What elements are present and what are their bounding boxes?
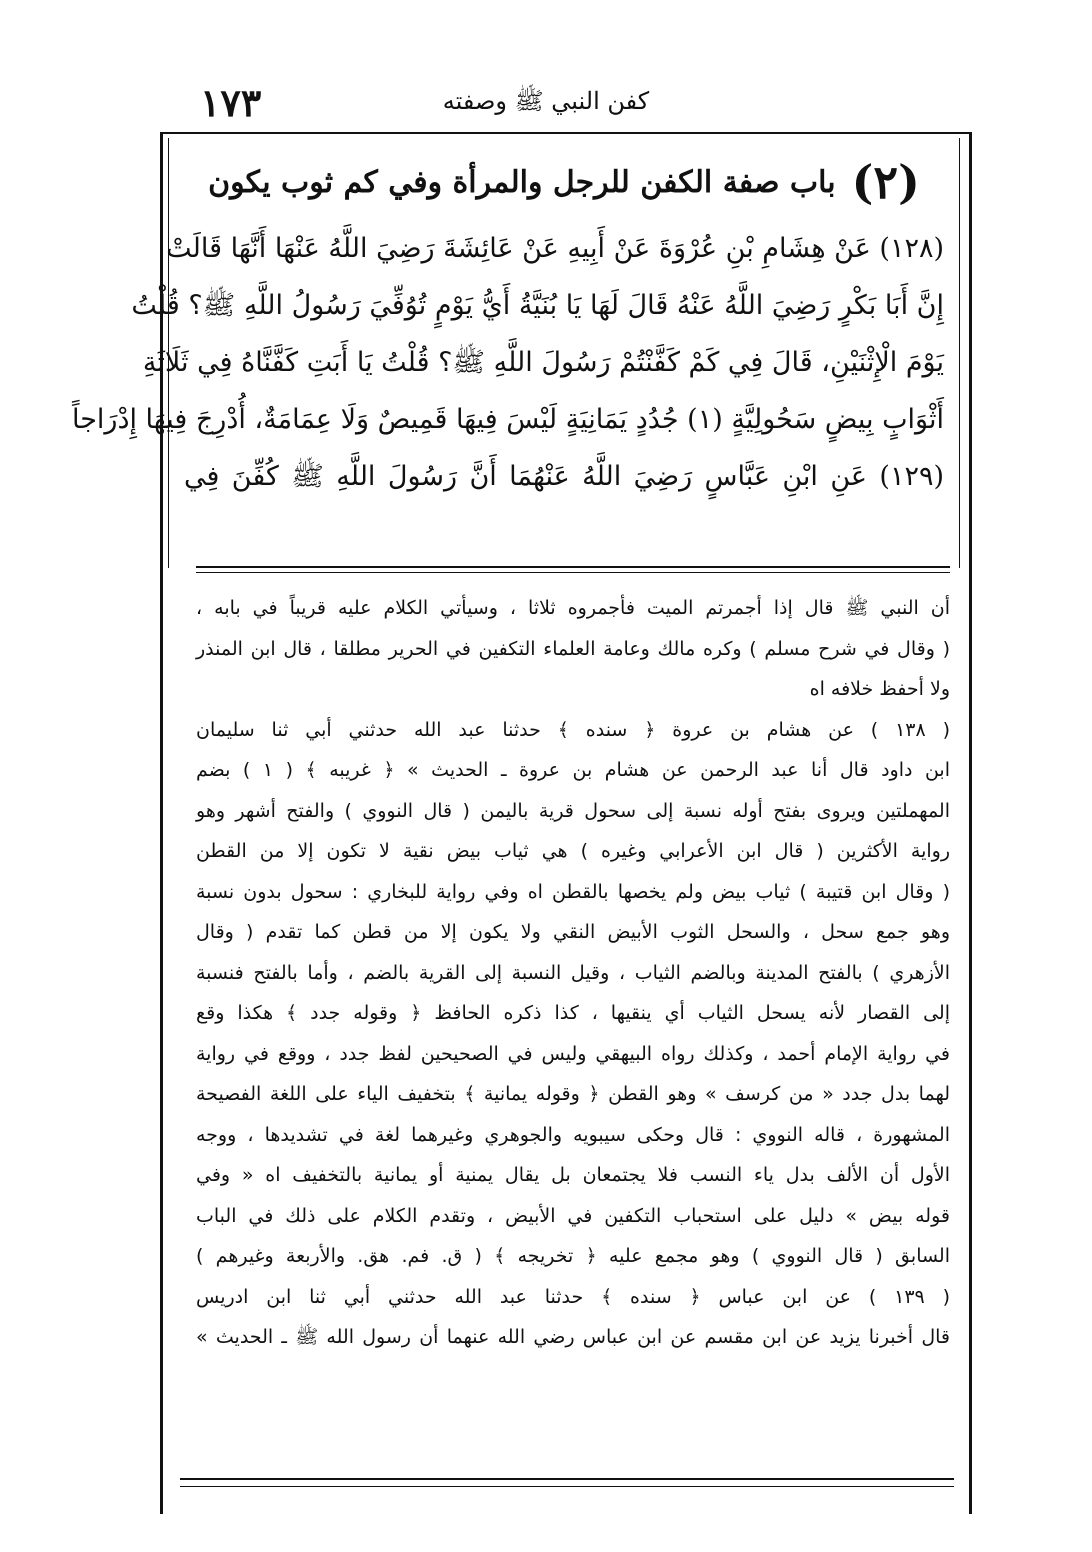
section-separator	[196, 566, 950, 568]
commentary-line: ( وقال في شرح مسلم ) وكره مالك وعامة العلماء التكفين في الحرير مطلقا ، قال ابن المنذر	[196, 637, 950, 660]
hadith-line: إِنَّ أَبَا بَكْرٍ رَضِيَ اللَّهُ عَنْهُ قَالَ لَهَا يَا بُنَيَّةُ أَيُّ يَوْمٍ تُوُفِّيَ رَسُولُ اللَّهِ ﷺ؟ قُلْتُ	[131, 290, 944, 321]
bottom-rule	[180, 1478, 954, 1480]
section-separator	[196, 572, 950, 573]
commentary-line: قوله بيض » دليل على استحباب التكفين في الأبيض ، وتقدم الكلام على ذلك في الباب	[196, 1204, 950, 1227]
chapter-heading	[184, 150, 944, 214]
commentary-line: قال أخبرنا يزيد عن ابن مقسم عن ابن عباس رضي الله عنهما أن رسول الله ﷺ ـ الحديث »	[196, 1326, 950, 1348]
commentary-line: لهما بدل جدد « من كرسف » وهو القطن ﴿ وقوله يمانية ﴾ بتخفيف الياء على اللغة الفصيحة	[196, 1083, 950, 1105]
hadith-line: أَثْوَابٍ بِيضٍ سَحُولِيَّةٍ (١) جُدُدٍ يَمَانِيَةٍ لَيْسَ فِيهَا قَمِيصٌ وَلَا عِمَامَةٌ، أُدْرِجَ فِيهَا إِدْرَاجاً	[71, 404, 944, 435]
hadith-line: يَوْمَ الْإِثْنَيْنِ، قَالَ فِي كَمْ كَفَّنْتُمْ رَسُولَ اللَّهِ ﷺ؟ قُلْتُ يَا أَبَتِ كَفَّنَّاهُ فِي ثَلَاثَةِ	[142, 347, 944, 378]
commentary-area	[196, 588, 950, 1358]
commentary-line: السابق ( قال النووي ) وهو مجمع عليه ﴿ تخريجه ﴾ ( ق. فم. هق. والأربعة وغيرهم )	[196, 1245, 950, 1267]
commentary-line: الأزهري ) بالفتح المدينة وبالضم الثياب ، وقيل النسبة إلى القرية بالضم ، وأما بالفتح فنسبة	[196, 961, 950, 984]
commentary-line: في رواية الإمام أحمد ، وكذلك رواه البيهقي وليس في الصحيحين لفظ جدد ، ووقع في رواية	[196, 1042, 950, 1065]
commentary-line: الأول أن الألف بدل ياء النسب فلا يجتمعان بل يقال يمنية أو يمانية بالتخفيف اه « وفي	[196, 1164, 950, 1186]
commentary-line: وهو جمع سحل ، والسحل الثوب الأبيض النقي ولا يكون إلا من قطن كما تقدم ( وقال	[196, 921, 950, 943]
chapter-title: باب صفة الكفن للرجل والمرأة وفي كم ثوب يكون	[208, 164, 836, 200]
commentary-line: المشهورة ، قاله النووي : قال وحكى سيبويه والجوهري وغيرهما لغة في تشديدها ، ووجه	[196, 1123, 950, 1146]
hadith-line: (١٢٨) عَنْ هِشَامِ بْنِ عُرْوَةَ عَنْ أَبِيهِ عَنْ عَائِشَةَ رَضِيَ اللَّهُ عَنْهَا أَنَّهَا قَالَتْ	[166, 233, 944, 264]
commentary-line: المهملتين ويروى بفتح أوله نسبة إلى سحول قرية باليمن ( قال النووي ) والفتح أشهر وهو	[196, 799, 950, 822]
bottom-rule	[180, 1486, 954, 1487]
running-header: كفن النبي ﷺ وصفته	[442, 87, 650, 115]
commentary-line: ( ١٣٩ ) عن ابن عباس ﴿ سنده ﴾ حدثنا عبد الله حدثني أبي ثنا ابن ادريس	[196, 1285, 951, 1308]
hadith-line: (١٢٩) عَنِ ابْنِ عَبَّاسٍ رَضِيَ اللَّهُ عَنْهُمَا أَنَّ رَسُولَ اللَّهِ ﷺ كُفِّنَ فِي	[184, 461, 944, 492]
hadith-area	[71, 150, 944, 505]
commentary-line: ابن داود قال أنا عبد الرحمن عن هشام بن عروة ـ الحديث » ﴿ غريبه ﴾ ( ١ ) بضم	[196, 759, 950, 781]
page-number: ١٧٣	[200, 80, 262, 125]
commentary-line: إلى القصار لأنه يسحل الثياب أي ينقيها ، كذا ذكره الحافظ ﴿ وقوله جدد ﴾ هكذا وقع	[196, 1002, 950, 1024]
commentary-line: أن النبي ﷺ قال إذا أجمرتم الميت فأجمروه ثلاثا ، وسيأتي الكلام عليه قريباً في بابه ،	[196, 597, 950, 619]
chapter-number: (٢)	[851, 155, 920, 209]
commentary-line: ( وقال ابن قتيبة ) ثياب بيض ولم يخصها بالقطن اه وفي رواية للبخاري : سحول بدون نسبة	[196, 880, 950, 903]
commentary-line: ( ١٣٨ ) عن هشام بن عروة ﴿ سنده ﴾ حدثنا عبد الله حدثني أبي ثنا سليمان	[196, 718, 951, 741]
commentary-line: رواية الأكثرين ( قال ابن الأعرابي وغيره ) هي ثياب بيض نقية لا تكون إلا من القطن	[196, 840, 950, 862]
commentary-line: ولا أحفظ خلافه اه	[809, 678, 950, 700]
